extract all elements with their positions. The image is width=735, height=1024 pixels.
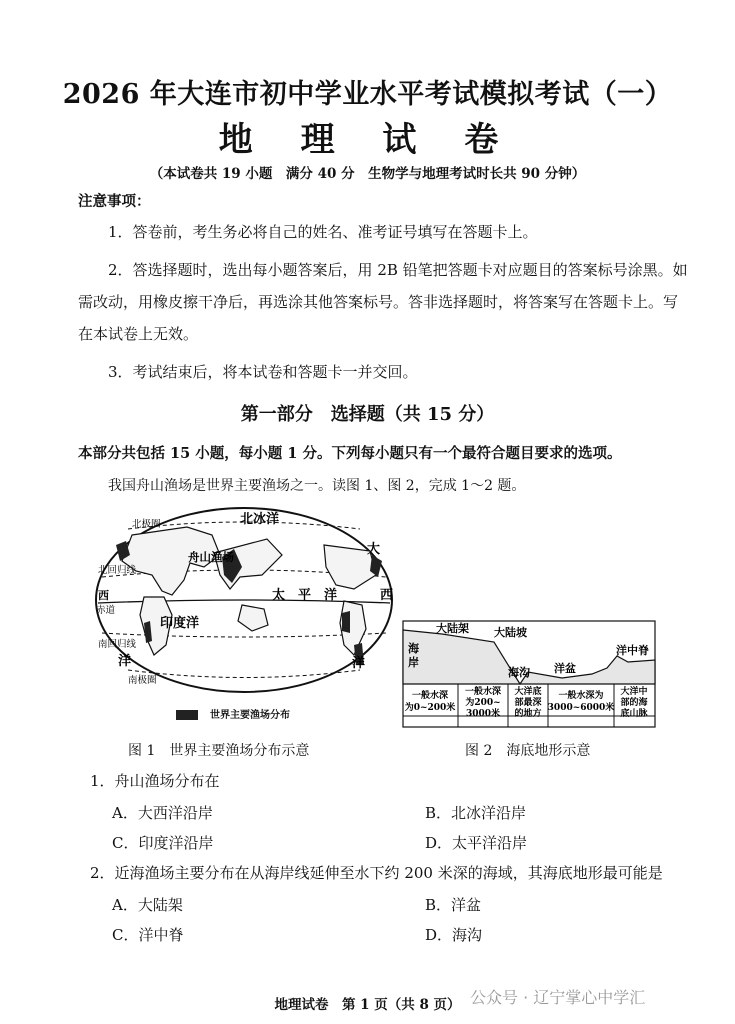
notice-item-1: 1．答卷前，考生务必将自己的姓名、准考证号填写在答题卡上。 <box>108 223 538 241</box>
figure2-seafloor-profile <box>402 620 657 728</box>
map-label-atlantic-1: 大 <box>367 542 381 557</box>
watermark: 公众号 · 辽宁掌心中学汇 <box>470 988 646 1007</box>
map-label-west-side: 西 <box>98 589 109 602</box>
notice-heading: 注意事项： <box>78 193 151 210</box>
q1-option-d[interactable]: D．太平洋沿岸 <box>425 834 528 852</box>
map-label-indian: 印度洋 <box>160 616 200 631</box>
q2-option-b[interactable]: B．洋盆 <box>425 896 482 914</box>
notice-item-2: 2．答选择题时，选出每小题答案后，用 2B 铅笔把答题卡对应题目的答案标号涂黑。如需改动，用橡皮擦干净后，再选涂其他答案标号。答非选择题时，将答案写在答题卡上。写在本试卷上无效。 <box>78 261 688 343</box>
subject-title: 地 理 试 卷 <box>218 120 517 160</box>
map-label-arctic: 北冰洋 <box>240 512 280 527</box>
map-label-pacific: 太 平 洋 <box>272 588 338 603</box>
table-cell-text: 大洋底 <box>514 687 542 697</box>
map-legend-label: 世界主要渔场分布 <box>210 710 290 721</box>
profile-label-coast-2: 岸 <box>408 656 419 669</box>
question-1-stem: 1．舟山渔场分布在 <box>90 772 220 790</box>
exam-subtitle: （本试卷共 19 小题 满分 40 分 生物学与地理考试时长共 90 分钟） <box>149 166 586 182</box>
q1-option-c[interactable]: C．印度洋沿岸 <box>112 834 214 852</box>
question-2-stem: 2．近海渔场主要分布在从海岸线延伸至水下约 200 米深的海域，其海底地形最可能是 <box>90 864 663 882</box>
figure1-caption: 图 1 世界主要渔场分布示意 <box>128 743 310 759</box>
notice-item-3: 3．考试结束后，将本试卷和答题卡一并交回。 <box>108 363 418 381</box>
q2-option-c[interactable]: C．洋中脊 <box>112 926 184 944</box>
table-cell-text: 部最深 <box>514 698 542 708</box>
profile-label-trench: 海沟 <box>508 666 530 679</box>
table-cell-text: 3000米 <box>465 709 501 719</box>
profile-label-shelf: 大陆架 <box>436 622 469 635</box>
table-cell-text: 大洋中 <box>620 687 648 697</box>
question-lead: 我国舟山渔场是世界主要渔场之一。读图 1、图 2，完成 1～2 题。 <box>108 478 526 494</box>
map-label-arctic-circle: 北极圈 <box>132 519 161 530</box>
map-label-tropic-s: 南回归线 <box>98 639 137 650</box>
section-title: 第一部分 选择题（共 15 分） <box>240 404 495 425</box>
exam-title: 2026 年大连市初中学业水平考试模拟考试（一） <box>62 79 673 110</box>
map-label-south-pole: 南极圈 <box>128 675 157 686</box>
table-cell-text: 的地方 <box>514 709 542 719</box>
q2-option-a[interactable]: A．大陆架 <box>112 896 183 914</box>
table-cell-text: 一般水深 <box>464 687 502 697</box>
table-cell-text: 3000~6000米 <box>547 703 615 713</box>
table-cell-text: 一般水深 <box>411 691 449 701</box>
figure1-world-map <box>92 505 402 730</box>
profile-label-ridge: 洋中脊 <box>616 644 649 657</box>
table-cell-text: 一般水深为 <box>558 691 604 701</box>
map-label-ocean-side: 洋 <box>118 654 132 669</box>
table-cell-text: 为200~ <box>465 698 501 708</box>
profile-label-slope: 大陆坡 <box>494 626 527 639</box>
map-label-zhoushan: 舟山渔场 <box>188 550 234 564</box>
q2-option-d[interactable]: D．海沟 <box>425 926 483 944</box>
q1-option-a[interactable]: A．大西洋沿岸 <box>112 804 213 822</box>
page-footer: 地理试卷 第 1 页（共 8 页） <box>274 997 461 1013</box>
profile-label-basin: 洋盆 <box>554 662 576 675</box>
figure2-caption: 图 2 海底地形示意 <box>465 743 591 759</box>
section-intro: 本部分共包括 15 小题，每小题 1 分。下列每小题只有一个最符合题目要求的选项。 <box>78 445 622 462</box>
table-cell-text: 为0~200米 <box>404 703 456 713</box>
profile-label-coast-1: 海 <box>408 642 419 655</box>
q1-option-b[interactable]: B．北冰洋沿岸 <box>425 804 527 822</box>
table-cell-text: 底山脉 <box>620 709 648 719</box>
map-label-atlantic-2: 西 <box>380 588 394 603</box>
map-label-tropic-n: 北回归线 <box>98 565 137 576</box>
map-label-equator: 赤道 <box>96 605 116 616</box>
map-label-atlantic-3: 洋 <box>352 656 366 671</box>
table-cell-text: 部的海 <box>620 698 648 708</box>
legend-swatch <box>176 710 198 720</box>
